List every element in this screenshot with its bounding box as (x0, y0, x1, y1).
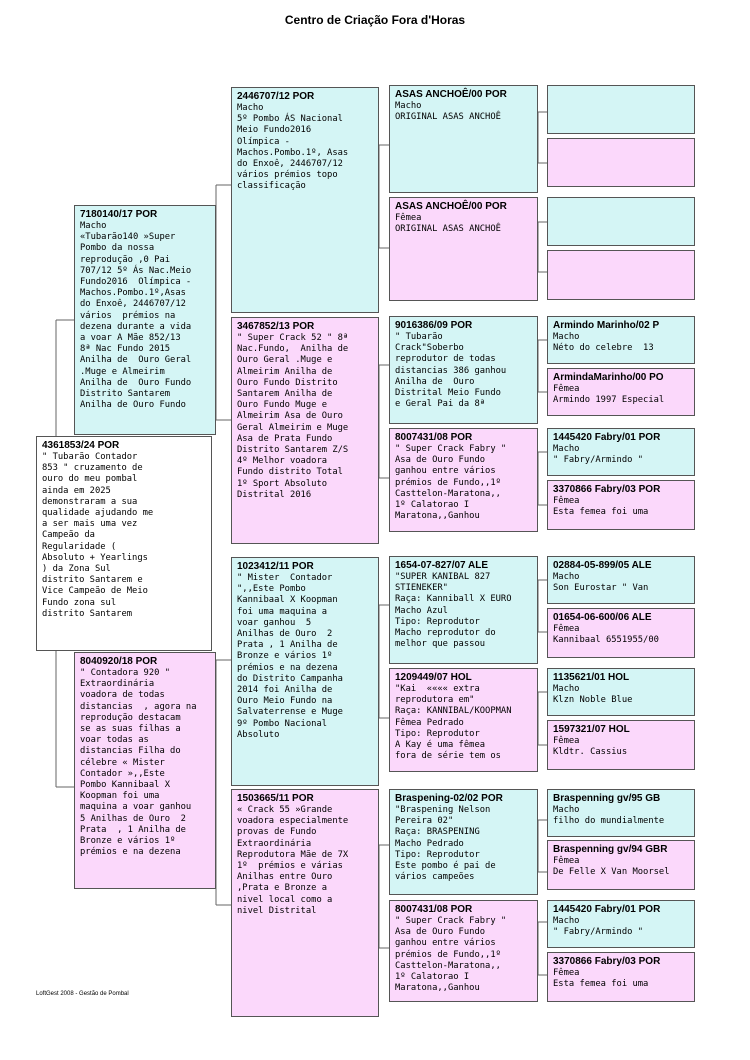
bird-description: « Crack 55 »Grande voadora especialmente provas de Fundo Extraordinária Reprodutora Mãe de 7X 1º prémios e várias Anilhas entre Ouro ,Prata e Bronze a nivel local como a nivel Distrital (237, 805, 349, 916)
pedigree-card-gen4[interactable] (547, 840, 695, 890)
footer-credit: LoftGest 2008 - Gestão de Pombal (36, 991, 129, 997)
pedigree-card-gen2[interactable] (231, 317, 379, 544)
pedigree-card-gen4[interactable] (547, 608, 695, 658)
ring-number: 01654-06-600/06 ALE (553, 612, 652, 623)
pedigree-card-gen3[interactable] (389, 668, 538, 772)
bird-description: Macho filho do mundialmente (553, 805, 665, 827)
pedigree-card-gen4[interactable] (547, 480, 695, 530)
pedigree-card-gen4[interactable] (547, 556, 695, 604)
pedigree-card-gen3[interactable] (389, 197, 538, 301)
ring-number: 1209449/07 HOL (395, 672, 472, 683)
pedigree-card-sire[interactable] (74, 205, 216, 435)
bird-description: Fêmea ORIGINAL ASAS ANCHOÊ (395, 213, 501, 235)
bird-description: Fêmea Armindo 1997 Especial (553, 384, 665, 406)
ring-number: Braspenning gv/95 GB (553, 793, 661, 804)
pedigree-card-gen2[interactable] (231, 87, 379, 313)
ring-number: ArmindaMarinho/00 PO (553, 372, 664, 383)
pedigree-card-gen2[interactable] (231, 557, 379, 786)
pedigree-card-gen3[interactable] (389, 428, 538, 532)
pedigree-card-gen4[interactable] (547, 428, 695, 476)
ring-number: 2446707/12 POR (237, 91, 315, 102)
bird-description: " Contadora 920 " Extraordinária voadora de todas distancias , agora na reprodução destacam se as suas filhas a voar todas as distancias Filha do célebre « Mister Contador »,,Este Pombo Kannibaal X Koopman foi uma maquina a voar ganhou 5 Anilhas de Ouro 2 Prata , 1 Anilha de Bronze e vários 1º prémios e na dezena (80, 668, 197, 858)
ring-number: Braspening-02/02 POR (395, 793, 503, 804)
ring-number: 1445420 Fabry/01 POR (553, 904, 661, 915)
bird-description: Fêmea Esta femea foi uma (553, 968, 649, 990)
bird-description: " Super Crack 52 " 8ª Nac.Fundo, Anilha de Ouro Geral .Muge e Almeirim Anilha de Ouro Fundo Distrito Santarem Anilha de Ouro Fundo Muge e Almeirim Asa de Ouro Geral Almeirim e Muge Asa de Prata Fundo Distrito Santarem Z/S 4º Melhor voadora Fundo distrito Total 1º Sport Absoluto Distrital 2016 (237, 333, 349, 500)
bird-description: "Kai «««« extra reprodutora em" Raça: KANNIBAL/KOOPMAN Fêmea Pedrado Tipo: Reprodutor A Kay é uma fêmea fora de série tem os (395, 684, 512, 762)
pedigree-card-gen2[interactable] (231, 789, 379, 1017)
bird-description: Fêmea Kldtr. Cassius (553, 736, 628, 758)
bird-description: Macho «Tubarão140 »Super Pombo da nossa reprodução ,0 Pai 707/12 5º Ás Nac.Meio Fundo2016 Olímpica - Machos.Pombo.1º,Asas do Enxoê, 2446707/12 vários prémios na dezena durante a vida a voar A Mãe 852/13 8ª Nac Fundo 2015 Anilha de Ouro Geral .Muge e Almeirim Anilha de Ouro Fundo Distrito Santarem Anilha de Ouro Fundo (80, 221, 192, 411)
bird-description: Fêmea Esta femea foi uma (553, 496, 649, 518)
ring-number: 4361853/24 POR (42, 440, 120, 451)
pedigree-card-gen4[interactable] (547, 952, 695, 1002)
bird-description: " Mister Contador ",,Este Pombo Kannibaal X Koopman foi uma maquina a voar ganhou 5 Anilhas de Ouro 2 Prata , 1 Anilha de Bronze e vários 1º prémios e na dezena do Distrito Campanha 2014 foi Anilha de Ouro Meio Fundo na Salvaterrense e Muge 9º Pombo Nacional Absoluto (237, 573, 343, 740)
ring-number: 3467852/13 POR (237, 321, 315, 332)
bird-description: " Tubarão Crack"Soberbo reprodutor de todas distancias 386 ganhou Anilha de Ouro Distrital Meio Fundo e Geral Pai da 8ª (395, 332, 507, 410)
bird-description: " Tubarão Contador 853 " cruzamento de ouro do meu pombal ainda em 2025 demonstraram a sua qualidade ajudando me a ser mais uma vez Campeão da Regularidade ( Absoluto + Yearlings ) da Zona Sul distrito Santarem e Vice Campeão de Meio Fundo zona sul distrito Santarem (42, 452, 154, 619)
bird-description: "Braspening Nelson Pereira 02" Raça: BRASPENING Macho Pedrado Tipo: Reprodutor Este pombo é pai de vários campeões (395, 805, 496, 883)
ring-number: 3370866 Fabry/03 POR (553, 484, 661, 495)
pedigree-card-gen4[interactable] (547, 668, 695, 716)
ring-number: 9016386/09 POR (395, 320, 473, 331)
ring-number: ASAS ANCHOÊ/00 POR (395, 89, 507, 100)
bird-description: Macho ORIGINAL ASAS ANCHOÊ (395, 101, 501, 123)
bird-description: "SUPER KANIBAL 827 STIENEKER" Raça: Kanniball X EURO Macho Azul Tipo: Reprodutor Macho reprodutor do melhor que passou (395, 572, 512, 650)
pedigree-card-gen4[interactable] (547, 197, 695, 246)
pedigree-card-gen3[interactable] (389, 789, 538, 895)
pedigree-card-gen4[interactable] (547, 138, 695, 187)
pedigree-card-gen4[interactable] (547, 789, 695, 837)
bird-description: Fêmea Kannibaal 6551955/00 (553, 624, 659, 646)
bird-description: Macho " Fabry/Armindo " (553, 444, 644, 466)
pedigree-card-gen4[interactable] (547, 250, 695, 300)
pedigree-card-gen3[interactable] (389, 85, 538, 193)
ring-number: 1654-07-827/07 ALE (395, 560, 489, 571)
pedigree-card-gen4[interactable] (547, 316, 695, 364)
ring-number: 1135621/01 HOL (553, 672, 630, 683)
page-title: Centro de Criação Fora d'Horas (284, 13, 466, 27)
bird-description: " Super Crack Fabry " Asa de Ouro Fundo ganhou entre vários prémios de Fundo,,1º Casttelon-Maratona,, 1º Calatorao I Maratona,,Ganhou (395, 444, 507, 522)
ring-number: 1503665/11 POR (237, 793, 314, 804)
pedigree-card-gen4[interactable] (547, 368, 695, 416)
ring-number: 02884-05-899/05 ALE (553, 560, 652, 571)
pedigree-card-subject[interactable] (36, 436, 212, 651)
ring-number: Armindo Marinho/02 P (553, 320, 660, 331)
ring-number: 8007431/08 POR (395, 904, 473, 915)
ring-number: 1023412/11 POR (237, 561, 314, 572)
ring-number: 1597321/07 HOL (553, 724, 630, 735)
pedigree-card-gen4[interactable] (547, 900, 695, 948)
bird-description: Macho 5º Pombo ÁS Nacional Meio Fundo2016 Olímpica - Machos.Pombo.1º, Asas do Enxoê, 2446707/12 vários prémios topo classificação (237, 103, 349, 192)
ring-number: 7180140/17 POR (80, 209, 158, 220)
pedigree-card-dam[interactable] (74, 652, 216, 889)
ring-number: Braspenning gv/94 GBR (553, 844, 668, 855)
pedigree-card-gen3[interactable] (389, 900, 538, 1002)
pedigree-card-gen4[interactable] (547, 720, 695, 770)
ring-number: 3370866 Fabry/03 POR (553, 956, 661, 967)
ring-number: 8007431/08 POR (395, 432, 473, 443)
ring-number: ASAS ANCHOÊ/00 POR (395, 201, 507, 212)
pedigree-card-gen3[interactable] (389, 316, 538, 424)
bird-description: Macho " Fabry/Armindo " (553, 916, 644, 938)
ring-number: 1445420 Fabry/01 POR (553, 432, 661, 443)
bird-description: Macho Son Eurostar " Van (553, 572, 649, 594)
bird-description: Fêmea De Felle X Van Moorsel (553, 856, 670, 878)
bird-description: Macho Klzn Noble Blue (553, 684, 633, 706)
pedigree-card-gen3[interactable] (389, 556, 538, 664)
pedigree-card-gen4[interactable] (547, 85, 695, 134)
bird-description: Macho Néto do celebre 13 (553, 332, 654, 354)
bird-description: " Super Crack Fabry " Asa de Ouro Fundo ganhou entre vários prémios de Fundo,,1º Casttelon-Maratona,, 1º Calatorao I Maratona,,Ganhou (395, 916, 507, 994)
ring-number: 8040920/18 POR (80, 656, 158, 667)
